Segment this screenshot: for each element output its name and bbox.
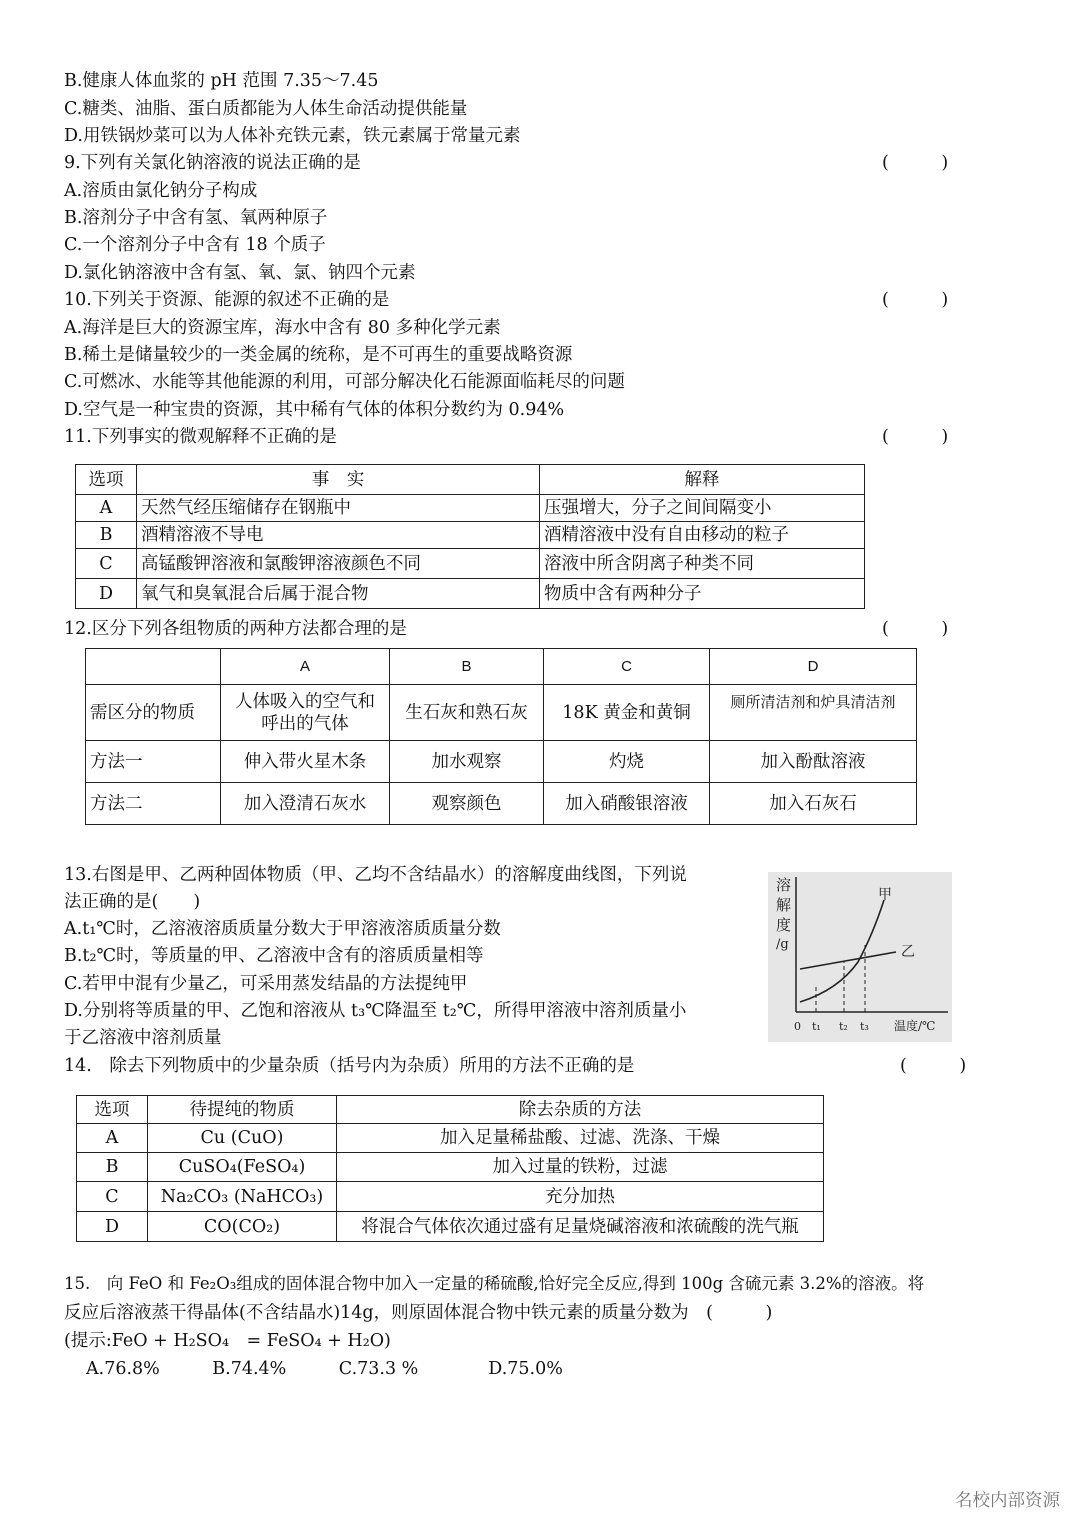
table-cell: 人体吸入的空气和呼出的气体 xyxy=(221,685,390,741)
table-cell: 生石灰和熟石灰 xyxy=(390,685,544,741)
table-cell: Cu (CuO) xyxy=(148,1124,337,1153)
q14-answer-blank: ( ) xyxy=(900,1056,967,1076)
table-header: 事 实 xyxy=(137,465,540,495)
table-header: B xyxy=(390,649,544,685)
q10-option-d: D.空气是一种宝贵的资源，其中稀有气体的体积分数约为 0.94% xyxy=(64,400,565,420)
q8-option-d: D.用铁锅炒菜可以为人体补充铁元素，铁元素属于常量元素 xyxy=(64,126,521,146)
table-header: D xyxy=(710,649,917,685)
table-cell: B xyxy=(76,522,137,549)
graph-ylabel-3: 度 xyxy=(776,916,792,934)
q13-option-c: C.若甲中混有少量乙，可采用蒸发结晶的方法提纯甲 xyxy=(64,974,468,994)
table-cell: 将混合气体依次通过盛有足量烧碱溶液和浓硫酸的洗气瓶 xyxy=(337,1212,824,1242)
q10-option-c: C.可燃冰、水能等其他能源的利用，可部分解决化石能源面临耗尽的问题 xyxy=(64,372,625,392)
label-yi: 乙 xyxy=(901,944,915,960)
table-cell: D xyxy=(76,579,137,609)
q13-option-a: A.t₁℃时，乙溶液溶质质量分数大于甲溶液溶质质量分数 xyxy=(64,919,501,939)
q10-stem: 10.下列关于资源、能源的叙述不正确的是 xyxy=(64,290,390,310)
table-cell: C xyxy=(77,1182,148,1212)
q12-answer-blank: ( ) xyxy=(882,619,949,639)
table-cell: 需区分的物质 xyxy=(86,685,221,741)
solubility-curve-svg xyxy=(768,872,952,1042)
table-cell: D xyxy=(77,1212,148,1242)
table-header: A xyxy=(221,649,390,685)
tick-t2: t₂ xyxy=(839,1020,848,1033)
table-cell: CO(CO₂) xyxy=(148,1212,337,1242)
q14-stem: 14. 除去下列物质中的少量杂质（括号内为杂质）所用的方法不正确的是 xyxy=(64,1056,635,1076)
table-header: 解释 xyxy=(540,465,865,495)
q13-option-b: B.t₂℃时，等质量的甲、乙溶液中含有的溶质质量相等 xyxy=(64,946,484,966)
q11-stem: 11.下列事实的微观解释不正确的是 xyxy=(64,427,337,447)
table-cell: 方法一 xyxy=(86,741,221,783)
table-cell: C xyxy=(76,549,137,579)
table-header: 除去杂质的方法 xyxy=(337,1096,824,1124)
table-cell: 压强增大，分子之间间隔变小 xyxy=(540,495,865,522)
table-cell: A xyxy=(76,495,137,522)
q9-option-d: D.氯化钠溶液中含有氢、氧、氯、钠四个元素 xyxy=(64,263,416,283)
q15-options: A.76.8% B.74.4% C.73.3 % D.75.0% xyxy=(86,1359,563,1379)
graph-xlabel: 温度/℃ xyxy=(894,1019,936,1033)
graph-ylabel-2: 解 xyxy=(776,896,792,914)
q9-option-a: A.溶质由氯化钠分子构成 xyxy=(64,181,258,201)
q15-hint: (提示:FeO + H₂SO₄ = FeSO₄ + H₂O) xyxy=(64,1331,391,1351)
table-cell: 高锰酸钾溶液和氯酸钾溶液颜色不同 xyxy=(137,549,540,579)
table-cell: 方法二 xyxy=(86,783,221,825)
table-cell: 氧气和臭氧混合后属于混合物 xyxy=(137,579,540,609)
q9-option-c: C.一个溶剂分子中含有 18 个质子 xyxy=(64,235,326,255)
graph-ylabel-1: 溶 xyxy=(776,876,792,894)
table-cell: 加入澄清石灰水 xyxy=(221,783,390,825)
table-header xyxy=(86,649,221,685)
table-cell: 灼烧 xyxy=(544,741,710,783)
table-cell: 酒精溶液不导电 xyxy=(137,522,540,549)
q8-option-c: C.糖类、油脂、蛋白质都能为人体生命活动提供能量 xyxy=(64,99,468,119)
label-jia: 甲 xyxy=(878,887,892,903)
table-cell: 加入足量稀盐酸、过滤、洗涤、干燥 xyxy=(337,1124,824,1153)
q9-option-b: B.溶剂分子中含有氢、氧两种原子 xyxy=(64,208,328,228)
q11-table xyxy=(75,464,865,609)
solubility-curve-graph xyxy=(768,872,952,1042)
table-cell: B xyxy=(77,1153,148,1182)
q15-stem-line1: 15. 向 FeO 和 Fe₂O₃组成的固体混合物中加入一定量的稀硫酸,恰好完全反应,得到 100g 含硫元素 3.2%的溶液。将 xyxy=(64,1274,925,1293)
table-cell: 厕所清洁剂和炉具清洁剂 xyxy=(710,685,917,741)
q13-option-d-line2: 于乙溶液中溶剂质量 xyxy=(64,1028,222,1048)
q13-stem-line2: 法正确的是( ) xyxy=(64,892,201,912)
tick-0: 0 xyxy=(794,1020,801,1033)
table-cell: 加入石灰石 xyxy=(710,783,917,825)
table-cell: 加水观察 xyxy=(390,741,544,783)
tick-t1: t₁ xyxy=(812,1020,821,1033)
table-cell: 伸入带火星木条 xyxy=(221,741,390,783)
table-cell: 物质中含有两种分子 xyxy=(540,579,865,609)
q8-option-b: B.健康人体血浆的 pH 范围 7.35～7.45 xyxy=(64,71,379,91)
q12-table xyxy=(85,648,917,825)
watermark: 名校内部资源 xyxy=(955,1490,1060,1510)
table-cell: 酒精溶液中没有自由移动的粒子 xyxy=(540,522,865,549)
table-cell: 加入硝酸银溶液 xyxy=(544,783,710,825)
q13-option-d-line1: D.分别将等质量的甲、乙饱和溶液从 t₃℃降温至 t₂℃，所得甲溶液中溶剂质量小 xyxy=(64,1001,687,1021)
q10-option-a: A.海洋是巨大的资源宝库，海水中含有 80 多种化学元素 xyxy=(64,318,501,338)
table-header: 待提纯的物质 xyxy=(148,1096,337,1124)
table-cell: 溶液中所含阴离子种类不同 xyxy=(540,549,865,579)
q12-stem: 12.区分下列各组物质的两种方法都合理的是 xyxy=(64,619,407,639)
table-cell: 18K 黄金和黄铜 xyxy=(544,685,710,741)
q15-stem-line2: 反应后溶液蒸干得晶体(不含结晶水)14g，则原固体混合物中铁元素的质量分数为 ( ) xyxy=(64,1303,773,1323)
table-cell: Na₂CO₃ (NaHCO₃) xyxy=(148,1182,337,1212)
q10-option-b: B.稀土是储量较少的一类金属的统称，是不可再生的重要战略资源 xyxy=(64,345,573,365)
q10-answer-blank: ( ) xyxy=(882,290,949,310)
q11-answer-blank: ( ) xyxy=(882,427,949,447)
graph-ylabel-4: /g xyxy=(776,937,789,952)
table-header: 选项 xyxy=(76,465,137,495)
q13-stem-line1: 13.右图是甲、乙两种固体物质（甲、乙均不含结晶水）的溶解度曲线图，下列说 xyxy=(64,865,687,885)
curve-yi xyxy=(800,952,896,969)
q9-stem: 9.下列有关氯化钠溶液的说法正确的是 xyxy=(64,153,361,173)
table-cell: 观察颜色 xyxy=(390,783,544,825)
table-cell: 加入酚酞溶液 xyxy=(710,741,917,783)
curve-jia xyxy=(800,900,884,1002)
table-header: 选项 xyxy=(77,1096,148,1124)
q9-answer-blank: ( ) xyxy=(882,153,949,173)
table-cell: A xyxy=(77,1124,148,1153)
tick-t3: t₃ xyxy=(860,1020,869,1033)
table-header: C xyxy=(544,649,710,685)
table-cell: 充分加热 xyxy=(337,1182,824,1212)
table-cell: CuSO₄(FeSO₄) xyxy=(148,1153,337,1182)
table-cell: 加入过量的铁粉，过滤 xyxy=(337,1153,824,1182)
table-cell: 天然气经压缩储存在钢瓶中 xyxy=(137,495,540,522)
q14-table xyxy=(76,1095,824,1242)
